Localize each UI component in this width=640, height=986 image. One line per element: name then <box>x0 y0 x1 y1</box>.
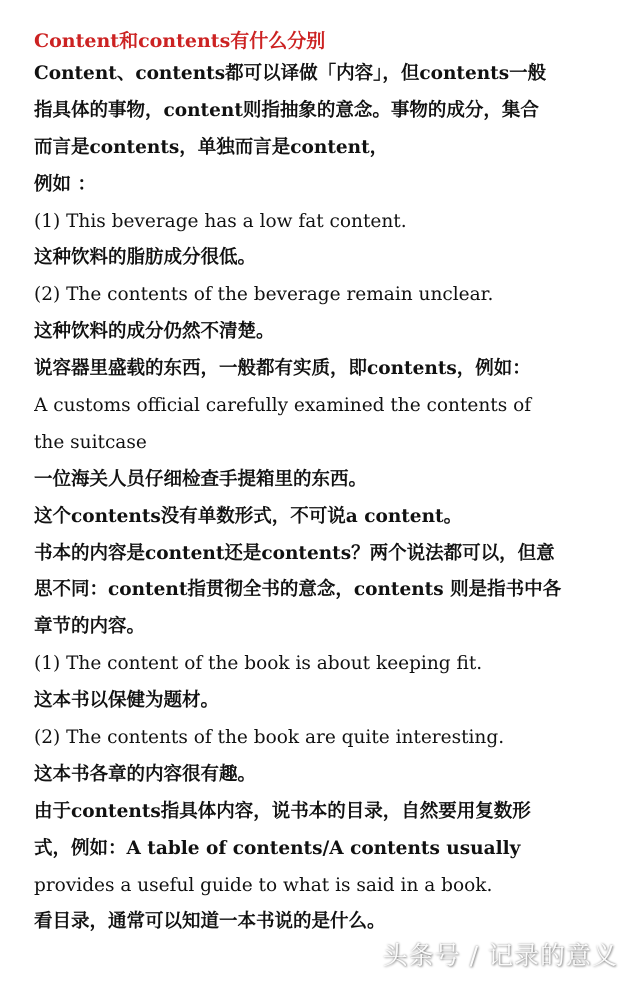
text-line: 由于contents指具体内容，说书本的目录，自然要用复数形 <box>34 800 531 822</box>
text-line: (2) The contents of the book are quite interesting. <box>34 727 505 749</box>
text-line: the suitcase <box>34 431 147 453</box>
text-line: Content、contents都可以译做「内容」，但contents一般 <box>34 63 547 84</box>
text-line: 而言是contents，单独而言是content， <box>34 136 389 158</box>
text-line: 书本的内容是content还是contents？两个说法都可以，但意 <box>34 542 555 564</box>
text-line: 这本书各章的内容很有趣。 <box>34 763 257 785</box>
text-line: 思不同：content指贯彻全书的意念，contents 则是指书中各 <box>34 579 562 601</box>
text-line: provides a useful guide to what is said in a book. <box>34 874 493 896</box>
document-title: Content和contents有什么分别 <box>34 30 326 52</box>
watermark: 头条号 / 记录的意义 <box>382 941 618 970</box>
text-line: 一位海关人员仔细检查手提箱里的东西。 <box>34 468 368 490</box>
text-line: (1) The content of the book is about keeping fit. <box>34 653 483 675</box>
text-line: 式，例如：A table of contents/A contents usually <box>34 837 521 859</box>
text-line: (1) This beverage has a low fat content. <box>34 210 407 232</box>
text-line: 这种饮料的脂肪成分很低。 <box>34 247 257 269</box>
text-line: 这个contents没有单数形式，不可说a content。 <box>34 505 463 527</box>
text-line: 这本书以保健为题材。 <box>34 690 220 712</box>
text-line: 指具体的事物，content则指抽象的意念。事物的成分，集合 <box>34 99 539 121</box>
text-line: 这种饮料的成分仍然不清楚。 <box>34 321 275 343</box>
text-line: 说容器里盛载的东西，一般都有实质，即contents，例如： <box>34 358 531 380</box>
text-line: 例如 ： <box>34 173 96 195</box>
document-body <box>34 56 620 941</box>
text-line: A customs official carefully examined the contents of <box>34 395 532 417</box>
text-line: (2) The contents of the beverage remain unclear. <box>34 284 494 306</box>
text-line: 章节的内容。 <box>34 616 146 638</box>
text-line: 看目录，通常可以知道一本书说的是什么。 <box>34 911 386 933</box>
